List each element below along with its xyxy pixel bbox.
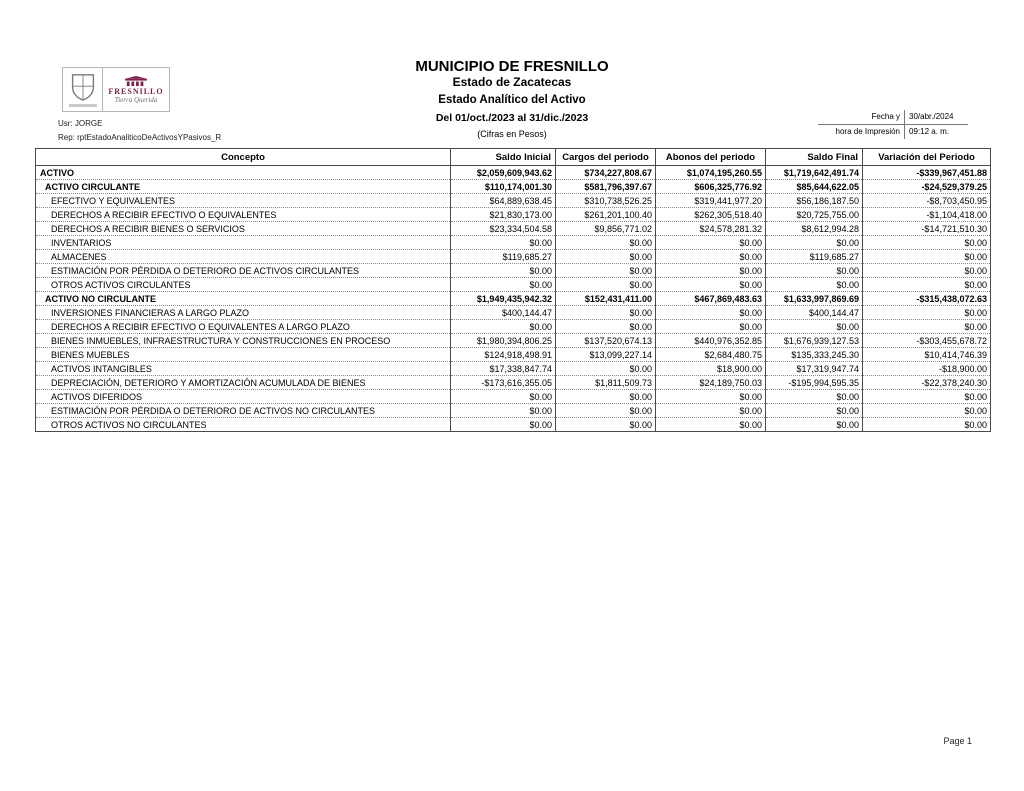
- value-cell: $21,830,173.00: [451, 208, 556, 222]
- value-cell: $0.00: [556, 418, 656, 432]
- value-cell: $0.00: [766, 418, 863, 432]
- table-row: [36, 236, 991, 250]
- value-cell: $0.00: [556, 278, 656, 292]
- column-header-abonos: Abonos del periodo: [656, 149, 766, 166]
- table-row: [36, 390, 991, 404]
- value-cell: $261,201,100.40: [556, 208, 656, 222]
- value-cell: $0.00: [863, 250, 991, 264]
- value-cell: $56,186,187.50: [766, 194, 863, 208]
- value-cell: $0.00: [766, 278, 863, 292]
- value-cell: $17,319,947.74: [766, 362, 863, 376]
- table-row: [36, 376, 991, 390]
- value-cell: -$8,703,450.95: [863, 194, 991, 208]
- value-cell: $0.00: [863, 306, 991, 320]
- concept-cell: ACTIVO: [36, 166, 451, 180]
- value-cell: $0.00: [451, 418, 556, 432]
- value-cell: $13,099,227.14: [556, 348, 656, 362]
- table-row: [36, 334, 991, 348]
- value-cell: -$1,104,418.00: [863, 208, 991, 222]
- state-title: Estado de Zacatecas: [452, 75, 572, 89]
- value-cell: $467,869,483.63: [656, 292, 766, 306]
- concept-cell: OTROS ACTIVOS CIRCULANTES: [36, 278, 451, 292]
- value-cell: $1,676,939,127.53: [766, 334, 863, 348]
- value-cell: $23,334,504.58: [451, 222, 556, 236]
- table-row: [36, 348, 991, 362]
- value-cell: -$14,721,510.30: [863, 222, 991, 236]
- value-cell: $110,174,001.30: [451, 180, 556, 194]
- table-row: [36, 306, 991, 320]
- column-header-saldo-final: Saldo Final: [766, 149, 863, 166]
- value-cell: $0.00: [656, 418, 766, 432]
- value-cell: $0.00: [766, 390, 863, 404]
- value-cell: $24,189,750.03: [656, 376, 766, 390]
- value-cell: $17,338,847.74: [451, 362, 556, 376]
- value-cell: $85,644,622.05: [766, 180, 863, 194]
- value-cell: $262,305,518.40: [656, 208, 766, 222]
- value-cell: $0.00: [863, 320, 991, 334]
- value-cell: $400,144.47: [451, 306, 556, 320]
- value-cell: $0.00: [766, 320, 863, 334]
- value-cell: $0.00: [766, 236, 863, 250]
- value-cell: $0.00: [656, 404, 766, 418]
- concept-cell: ALMACENES: [36, 250, 451, 264]
- value-cell: $1,980,394,806.25: [451, 334, 556, 348]
- value-cell: $10,414,746.39: [863, 348, 991, 362]
- value-cell: $0.00: [556, 390, 656, 404]
- value-cell: $0.00: [766, 264, 863, 278]
- report-title: Estado Analítico del Activo: [438, 94, 586, 106]
- value-cell: $0.00: [863, 278, 991, 292]
- value-cell: $0.00: [863, 264, 991, 278]
- value-cell: $0.00: [451, 390, 556, 404]
- concept-cell: DERECHOS A RECIBIR EFECTIVO O EQUIVALENTES: [36, 208, 451, 222]
- value-cell: $440,976,352.85: [656, 334, 766, 348]
- column-header-cargos: Cargos del periodo: [556, 149, 656, 166]
- value-cell: $606,325,776.92: [656, 180, 766, 194]
- value-cell: $0.00: [556, 236, 656, 250]
- concept-cell: ACTIVOS INTANGIBLES: [36, 362, 451, 376]
- value-cell: $0.00: [451, 278, 556, 292]
- table-row: [36, 222, 991, 236]
- municipality-title: MUNICIPIO DE FRESNILLO: [415, 58, 609, 75]
- column-header-variacion: Variación del Periodo: [863, 149, 991, 166]
- concept-cell: EFECTIVO Y EQUIVALENTES: [36, 194, 451, 208]
- value-cell: $0.00: [556, 362, 656, 376]
- value-cell: $64,889,638.45: [451, 194, 556, 208]
- logo-name: FRESNILLO: [108, 86, 164, 96]
- value-cell: $0.00: [863, 418, 991, 432]
- value-cell: $20,725,755.00: [766, 208, 863, 222]
- value-cell: $0.00: [451, 236, 556, 250]
- table-header-row: [36, 149, 991, 166]
- value-cell: $734,227,808.67: [556, 166, 656, 180]
- table-row: [36, 194, 991, 208]
- value-cell: $0.00: [451, 404, 556, 418]
- value-cell: $0.00: [863, 404, 991, 418]
- table-row: [36, 362, 991, 376]
- table-row: [36, 292, 991, 306]
- value-cell: $0.00: [556, 264, 656, 278]
- table-row: [36, 250, 991, 264]
- print-info: [818, 110, 968, 139]
- value-cell: $1,719,642,491.74: [766, 166, 863, 180]
- value-cell: -$18,900.00: [863, 362, 991, 376]
- concept-cell: OTROS ACTIVOS NO CIRCULANTES: [36, 418, 451, 432]
- value-cell: $1,811,509.73: [556, 376, 656, 390]
- value-cell: $0.00: [863, 236, 991, 250]
- value-cell: $2,684,480.75: [656, 348, 766, 362]
- value-cell: $0.00: [656, 320, 766, 334]
- value-cell: $0.00: [656, 264, 766, 278]
- column-header-saldo-inicial: Saldo Inicial: [451, 149, 556, 166]
- concept-cell: ACTIVO NO CIRCULANTE: [36, 292, 451, 306]
- value-cell: $0.00: [656, 250, 766, 264]
- concept-cell: BIENES INMUEBLES, INFRAESTRUCTURA Y CONSTRUCCIONES EN PROCESO: [36, 334, 451, 348]
- print-time-value: 09:12 a. m.: [904, 125, 968, 139]
- value-cell: $310,738,526.25: [556, 194, 656, 208]
- table-row: [36, 208, 991, 222]
- value-cell: $319,441,977.20: [656, 194, 766, 208]
- value-cell: -$303,455,678.72: [863, 334, 991, 348]
- table-row: [36, 418, 991, 432]
- page-number: Page 1: [943, 736, 972, 746]
- value-cell: $0.00: [556, 320, 656, 334]
- user-label: Usr: JORGE: [58, 119, 103, 128]
- concept-cell: BIENES MUEBLES: [36, 348, 451, 362]
- concept-cell: ESTIMACIÓN POR PÉRDIDA O DETERIORO DE ACTIVOS NO CIRCULANTES: [36, 404, 451, 418]
- units-note: (Cifras en Pesos): [477, 129, 547, 139]
- logo-tagline: Tierra Querida: [114, 95, 158, 104]
- value-cell: $0.00: [656, 306, 766, 320]
- value-cell: $135,333,245.30: [766, 348, 863, 362]
- value-cell: -$22,378,240.30: [863, 376, 991, 390]
- concept-cell: ACTIVO CIRCULANTE: [36, 180, 451, 194]
- value-cell: $119,685.27: [451, 250, 556, 264]
- value-cell: $1,074,195,260.55: [656, 166, 766, 180]
- value-cell: $0.00: [451, 264, 556, 278]
- report-id-label: Rep: rptEstadoAnaliticoDeActivosYPasivos_R: [58, 133, 222, 142]
- print-date-value: 30/abr./2024: [904, 110, 968, 125]
- value-cell: $137,520,674.13: [556, 334, 656, 348]
- value-cell: $0.00: [656, 236, 766, 250]
- table-row: [36, 264, 991, 278]
- value-cell: $400,144.47: [766, 306, 863, 320]
- value-cell: $0.00: [556, 250, 656, 264]
- value-cell: $0.00: [863, 390, 991, 404]
- concept-cell: INVERSIONES FINANCIERAS A LARGO PLAZO: [36, 306, 451, 320]
- value-cell: $0.00: [556, 404, 656, 418]
- value-cell: $2,059,609,943.62: [451, 166, 556, 180]
- table-row: [36, 320, 991, 334]
- concept-cell: INVENTARIOS: [36, 236, 451, 250]
- table-row: [36, 166, 991, 180]
- value-cell: $1,633,997,869.69: [766, 292, 863, 306]
- concept-cell: DERECHOS A RECIBIR BIENES O SERVICIOS: [36, 222, 451, 236]
- value-cell: $18,900.00: [656, 362, 766, 376]
- report-period: Del 01/oct./2023 al 31/dic./2023: [435, 112, 589, 124]
- value-cell: $0.00: [656, 390, 766, 404]
- value-cell: -$339,967,451.88: [863, 166, 991, 180]
- table-row: [36, 404, 991, 418]
- column-header-concepto: Concepto: [36, 149, 451, 166]
- value-cell: $124,918,498.91: [451, 348, 556, 362]
- table-row: [36, 278, 991, 292]
- value-cell: $152,431,411.00: [556, 292, 656, 306]
- value-cell: $24,578,281.32: [656, 222, 766, 236]
- value-cell: -$173,616,355.05: [451, 376, 556, 390]
- value-cell: -$24,529,379.25: [863, 180, 991, 194]
- table-body: [36, 166, 991, 432]
- concept-cell: ESTIMACIÓN POR PÉRDIDA O DETERIORO DE ACTIVOS CIRCULANTES: [36, 264, 451, 278]
- value-cell: -$195,994,595.35: [766, 376, 863, 390]
- value-cell: $0.00: [451, 320, 556, 334]
- report-table: [35, 148, 991, 432]
- concept-cell: ACTIVOS DIFERIDOS: [36, 390, 451, 404]
- value-cell: $0.00: [766, 404, 863, 418]
- value-cell: -$315,438,072.63: [863, 292, 991, 306]
- value-cell: $8,612,994.28: [766, 222, 863, 236]
- value-cell: $119,685.27: [766, 250, 863, 264]
- value-cell: $0.00: [656, 278, 766, 292]
- value-cell: $581,796,397.67: [556, 180, 656, 194]
- table-row: [36, 180, 991, 194]
- value-cell: $9,856,771.02: [556, 222, 656, 236]
- value-cell: $1,949,435,942.32: [451, 292, 556, 306]
- concept-cell: DEPRECIACIÓN, DETERIORO Y AMORTIZACIÓN ACUMULADA DE BIENES: [36, 376, 451, 390]
- concept-cell: DERECHOS A RECIBIR EFECTIVO O EQUIVALENTES A LARGO PLAZO: [36, 320, 451, 334]
- print-time-label: hora de Impresión: [835, 127, 900, 136]
- value-cell: $0.00: [556, 306, 656, 320]
- print-date-label: Fecha y: [818, 110, 904, 125]
